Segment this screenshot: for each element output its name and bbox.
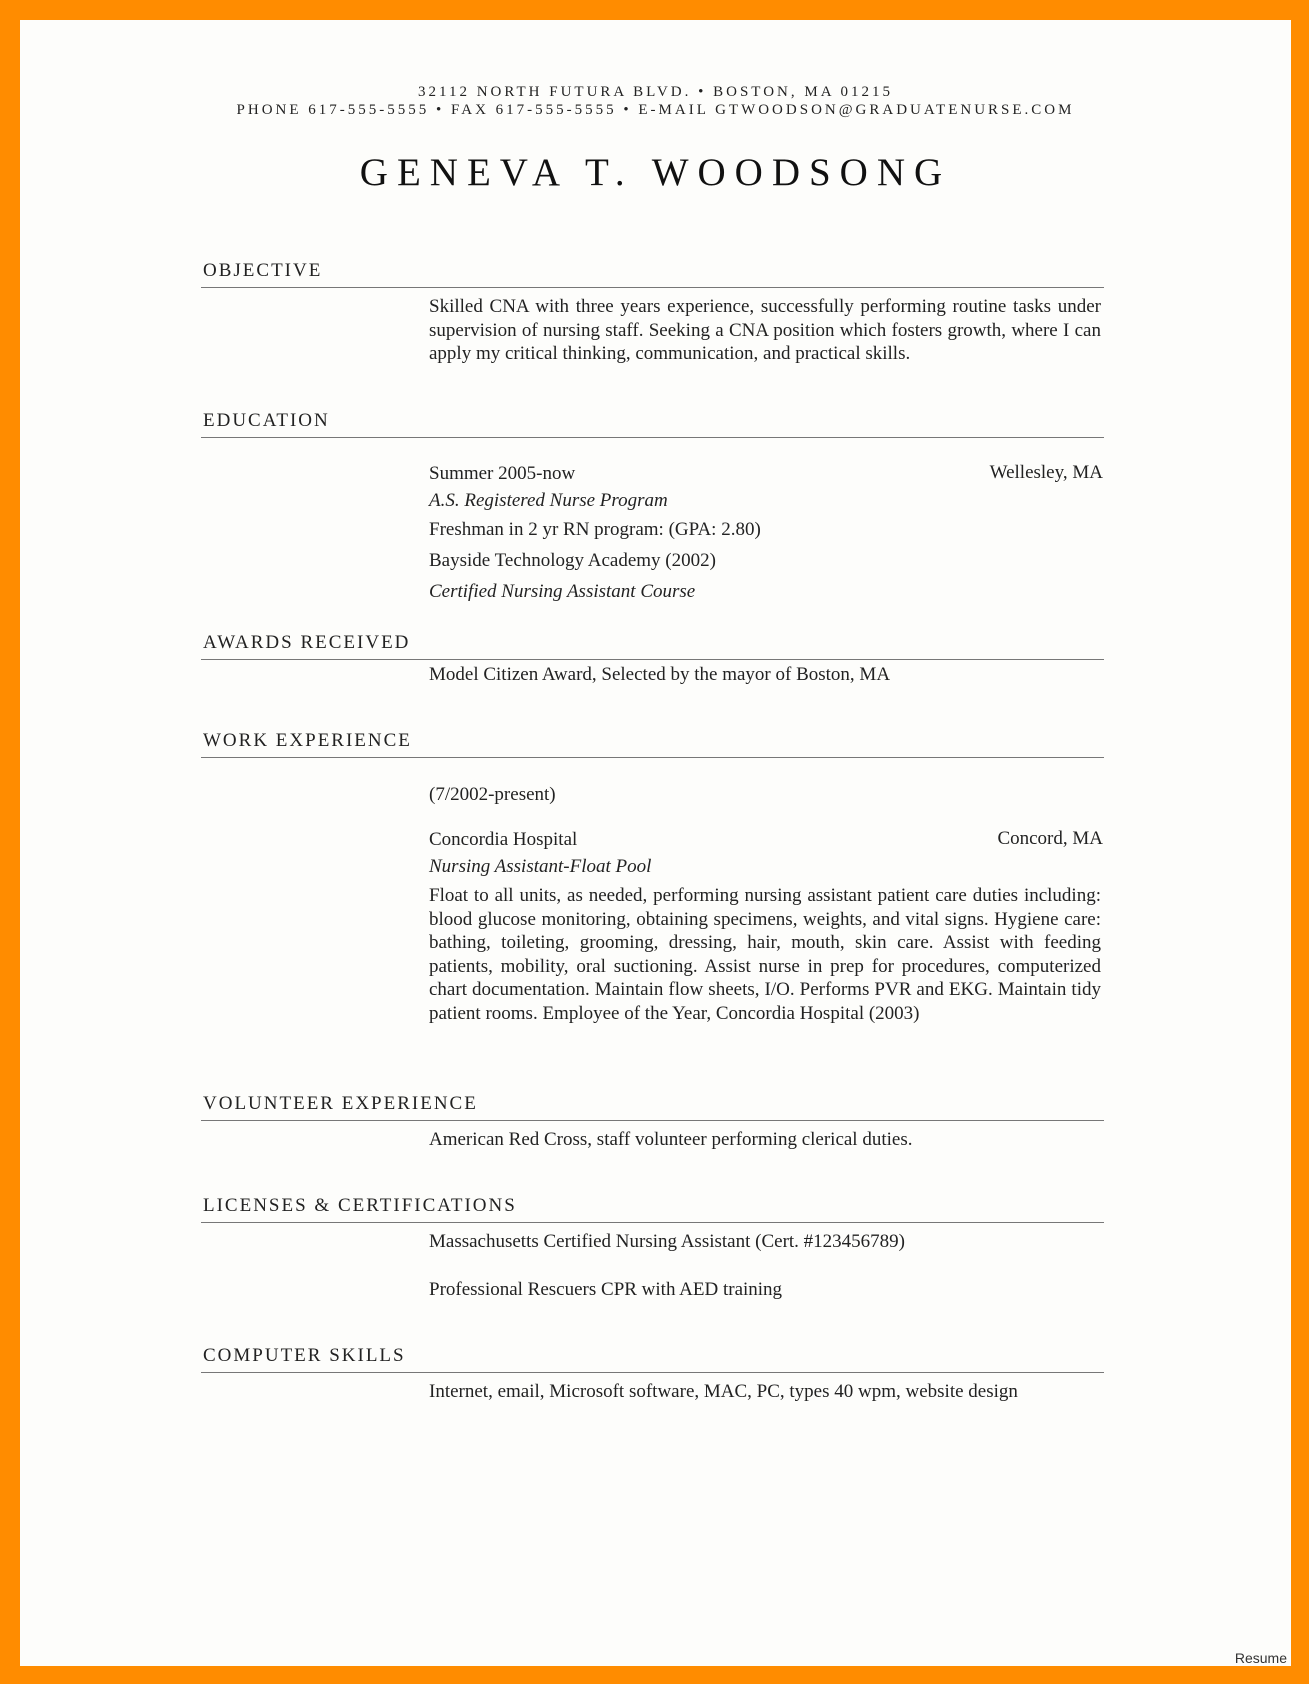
work-location: Concord, MA xyxy=(997,828,1103,849)
license-item: Professional Rescuers CPR with AED training xyxy=(429,1279,783,1300)
licenses-heading: LICENSES & CERTIFICATIONS xyxy=(203,1195,517,1216)
education-program: A.S. Registered Nurse Program xyxy=(429,490,668,511)
objective-heading: OBJECTIVE xyxy=(203,260,323,281)
work-employer: Concordia Hospital xyxy=(429,829,578,850)
work-description: Float to all units, as needed, performing nursing assistant patient care duties including: blood glucose monitoring, obtaining specimens, weights, and vital signs. Hygiene care: bathing, toileting, grooming, dressing, hair, mouth, skin care. Assist with feeding patients, mobility, oral suctioning. Assist nurse in prep for procedures, computerized chart documentation. Maintain flow sheets, I/O. Performs PVR and EKG. Maintain tidy patient rooms. Employee of the Year, Concordia Hospital (2003) xyxy=(429,885,1101,1024)
awards-text: Model Citizen Award, Selected by the mayor of Boston, MA xyxy=(429,664,891,685)
education-heading: EDUCATION xyxy=(203,410,330,431)
contact-line: PHONE 617-555-5555 • FAX 617-555-5555 • E-MAIL GTWOODSON@GRADUATENURSE.COM xyxy=(236,102,1075,118)
education-divider xyxy=(201,437,1104,438)
objective-text: Skilled CNA with three years experience, successfully performing routine tasks under supervision of nursing staff. Seeking a CNA position which fosters growth, where I can apply my critical thinking, communication, and practical skills. xyxy=(429,296,1101,364)
education-date: Summer 2005-now xyxy=(429,463,576,484)
computer-text: Internet, email, Microsoft software, MAC, PC, types 40 wpm, website design xyxy=(429,1381,1018,1402)
candidate-name: GENEVA T. WOODSONG xyxy=(359,151,952,194)
volunteer-divider xyxy=(201,1120,1104,1121)
work-dates: (7/2002-present) xyxy=(429,784,556,805)
work-divider xyxy=(201,757,1104,758)
objective-divider xyxy=(201,287,1104,288)
computer-heading: COMPUTER SKILLS xyxy=(203,1345,406,1366)
work-title: Nursing Assistant-Float Pool xyxy=(429,856,652,877)
license-item: Massachusetts Certified Nursing Assistant (Cert. #123456789) xyxy=(429,1231,906,1252)
computer-divider xyxy=(201,1372,1104,1373)
address-line: 32112 NORTH FUTURA BLVD. • BOSTON, MA 01215 xyxy=(418,84,893,100)
volunteer-text: American Red Cross, staff volunteer performing clerical duties. xyxy=(429,1129,913,1150)
education-school: Bayside Technology Academy (2002) xyxy=(429,550,716,571)
work-heading: WORK EXPERIENCE xyxy=(203,730,412,751)
education-location: Wellesley, MA xyxy=(989,462,1103,483)
education-course: Certified Nursing Assistant Course xyxy=(429,581,696,602)
awards-divider xyxy=(201,659,1104,660)
awards-heading: AWARDS RECEIVED xyxy=(203,632,411,653)
resume-page xyxy=(20,20,1291,1666)
licenses-divider xyxy=(201,1222,1104,1223)
watermark-text: Resume xyxy=(1234,1650,1287,1666)
education-detail: Freshman in 2 yr RN program: (GPA: 2.80) xyxy=(429,519,761,540)
volunteer-heading: VOLUNTEER EXPERIENCE xyxy=(203,1093,478,1114)
